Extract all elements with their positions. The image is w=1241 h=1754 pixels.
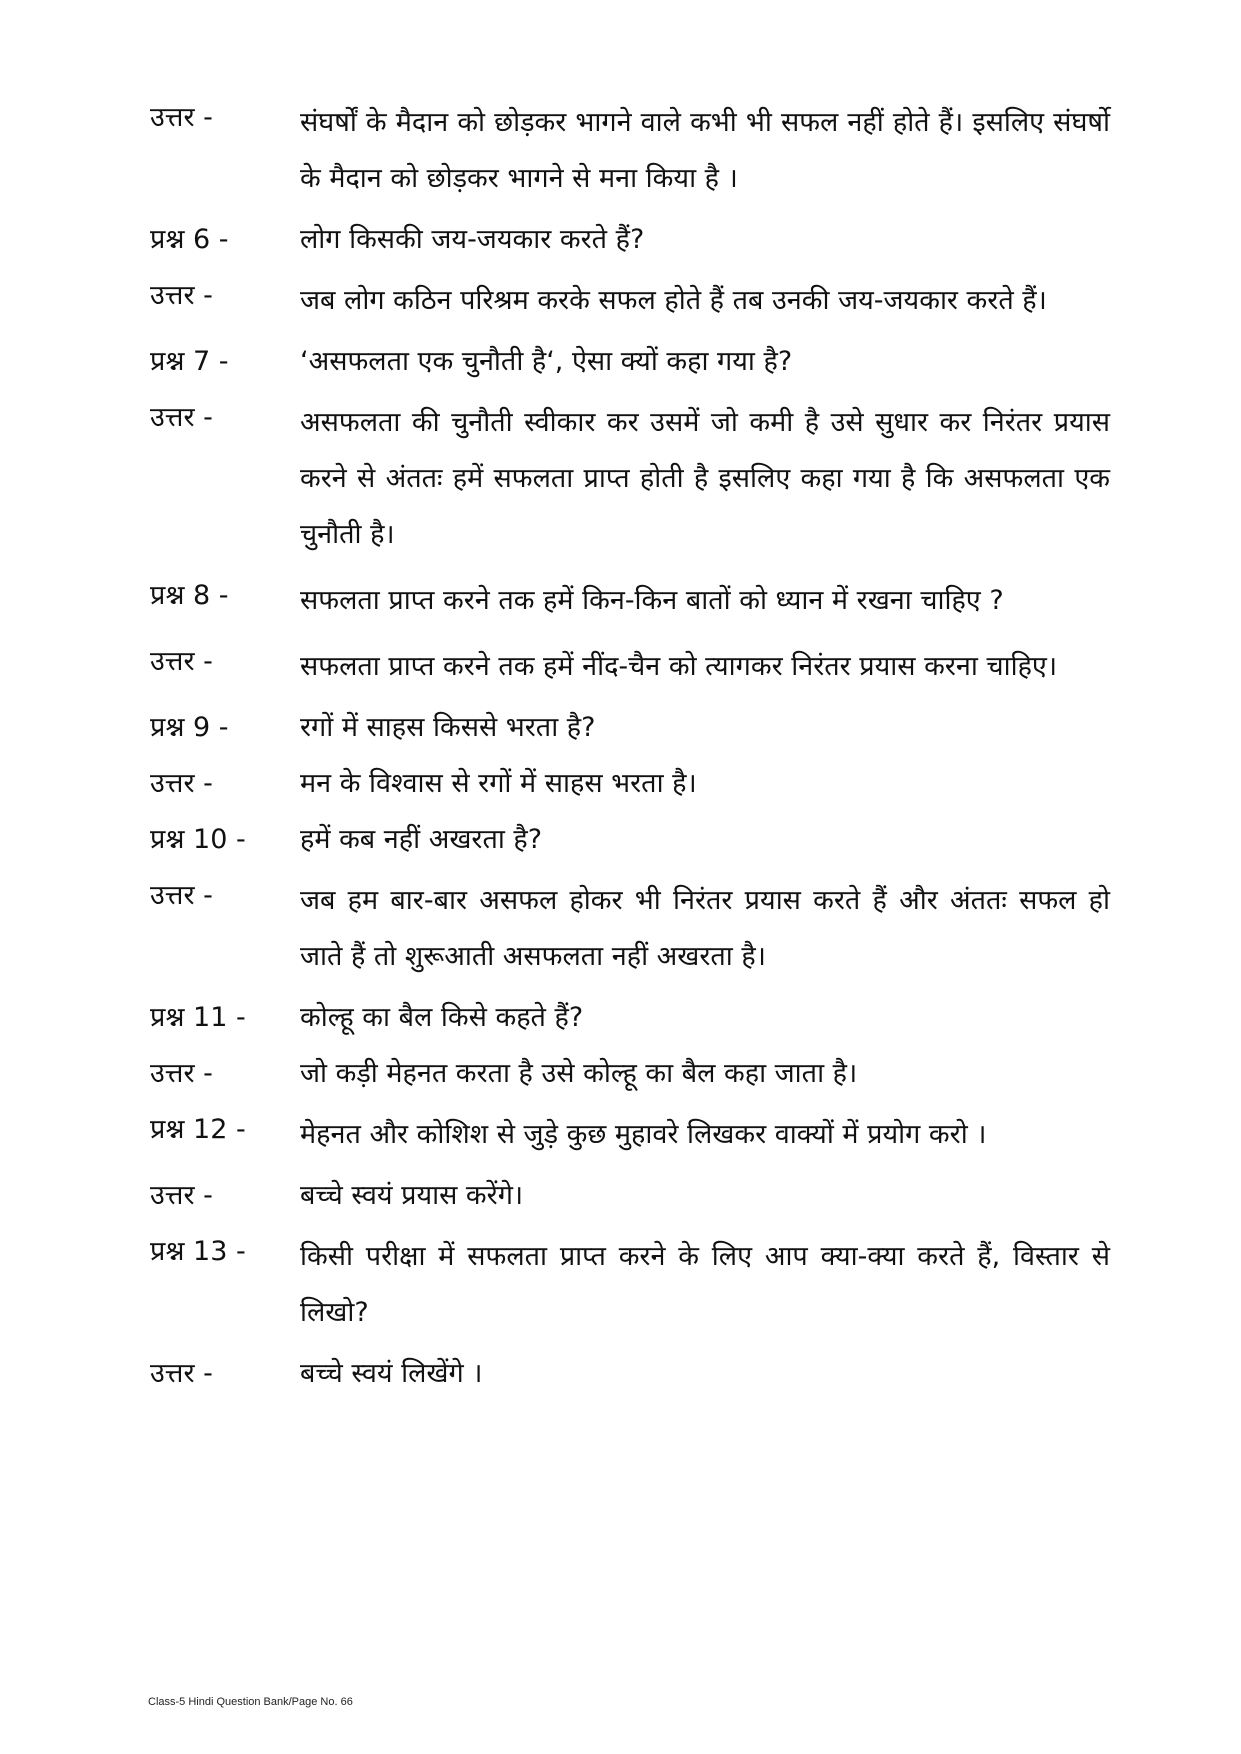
- answer-text: सफलता प्राप्त करने तक हमें नींद-चैन को त्यागकर निरंतर प्रयास करना चाहिए।: [300, 651, 1058, 682]
- question-label: प्रश्न 9 -: [150, 712, 229, 743]
- answer-text: संघर्षों के मैदान को छोड़कर भागने वाले कभी भी सफल नहीं होते हैं। इसलिए संघर्षो के मैदान को छोड़कर भागने से मना किया है ।: [300, 107, 1110, 194]
- question-label: प्रश्न 12 -: [150, 1114, 246, 1145]
- question-label: प्रश्न 6 -: [150, 224, 229, 255]
- answer-text: जब लोग कठिन परिश्रम करके सफल होते हैं तब उनकी जय-जयकार करते हैं।: [300, 285, 1047, 316]
- question-label: प्रश्न 10 -: [150, 824, 246, 855]
- answer-entry: [150, 273, 1110, 329]
- question-entry: [150, 1229, 1110, 1341]
- question-entry: [150, 705, 1110, 751]
- question-text: मेहनत और कोशिश से जुड़े कुछ मुहावरे लिखकर वाक्यों में प्रयोग करो ।: [300, 1119, 987, 1150]
- answer-label: उत्तर -: [150, 402, 213, 433]
- question-entry: [150, 573, 1110, 629]
- question-text: हमें कब नहीं अखरता है?: [300, 824, 543, 855]
- answer-text: बच्चे स्वयं प्रयास करेंगे।: [300, 1180, 524, 1211]
- answer-label: उत्तर -: [150, 1358, 213, 1389]
- question-answer-list: [150, 95, 1110, 1407]
- answer-text: बच्चे स्वयं लिखेंगे ।: [300, 1358, 483, 1389]
- answer-entry: [150, 395, 1110, 563]
- answer-text: मन के विश्वास से रगों में साहस भरता है।: [300, 768, 697, 799]
- question-text: ‘असफलता एक चुनौती है‘, ऐसा क्यों कहा गया है?: [300, 346, 793, 377]
- answer-label: उत्तर -: [150, 1180, 213, 1211]
- question-label: प्रश्न 11 -: [150, 1002, 246, 1033]
- answer-entry: [150, 761, 1110, 807]
- answer-label: उत्तर -: [150, 102, 213, 133]
- question-text: कोल्हू का बैल किसे कहते हैं?: [300, 1002, 584, 1033]
- answer-label: उत्तर -: [150, 768, 213, 799]
- page-footer: Class-5 Hindi Question Bank/Page No. 66: [148, 1696, 353, 1708]
- question-text: किसी परीक्षा में सफलता प्राप्त करने के लिए आप क्या-क्या करते हैं, विस्तार से लिखो?: [300, 1241, 1110, 1328]
- question-entry: [150, 995, 1110, 1041]
- answer-entry: [150, 639, 1110, 695]
- question-entry: [150, 339, 1110, 385]
- answer-entry: [150, 873, 1110, 985]
- answer-label: उत्तर -: [150, 880, 213, 911]
- answer-text: असफलता की चुनौती स्वीकार कर उसमें जो कमी है उसे सुधार कर निरंतर प्रयास करने से अंततः हमें सफलता प्राप्त होती है इसलिए कहा गया है कि असफलता एक चुनौती है।: [300, 407, 1110, 550]
- question-label: प्रश्न 13 -: [150, 1236, 246, 1267]
- answer-entry: [150, 1173, 1110, 1219]
- answer-label: उत्तर -: [150, 646, 213, 677]
- question-entry: [150, 817, 1110, 863]
- question-text: रगों में साहस किससे भरता है?: [300, 712, 596, 743]
- question-entry: [150, 1107, 1110, 1163]
- answer-text: जो कड़ी मेहनत करता है उसे कोल्हू का बैल कहा जाता है।: [300, 1058, 858, 1089]
- question-entry: [150, 217, 1110, 263]
- question-label: प्रश्न 8 -: [150, 580, 229, 611]
- answer-label: उत्तर -: [150, 1058, 213, 1089]
- answer-entry: [150, 1351, 1110, 1397]
- question-label: प्रश्न 7 -: [150, 346, 229, 377]
- answer-entry: [150, 1051, 1110, 1097]
- question-text: सफलता प्राप्त करने तक हमें किन-किन बातों को ध्यान में रखना चाहिए ?: [300, 585, 1004, 616]
- answer-label: उत्तर -: [150, 280, 213, 311]
- answer-text: जब हम बार-बार असफल होकर भी निरंतर प्रयास करते हैं और अंततः सफल हो जाते हैं तो शुरूआती असफलता नहीं अखरता है।: [300, 885, 1110, 972]
- answer-entry: [150, 95, 1110, 207]
- question-text: लोग किसकी जय-जयकार करते हैं?: [300, 224, 645, 255]
